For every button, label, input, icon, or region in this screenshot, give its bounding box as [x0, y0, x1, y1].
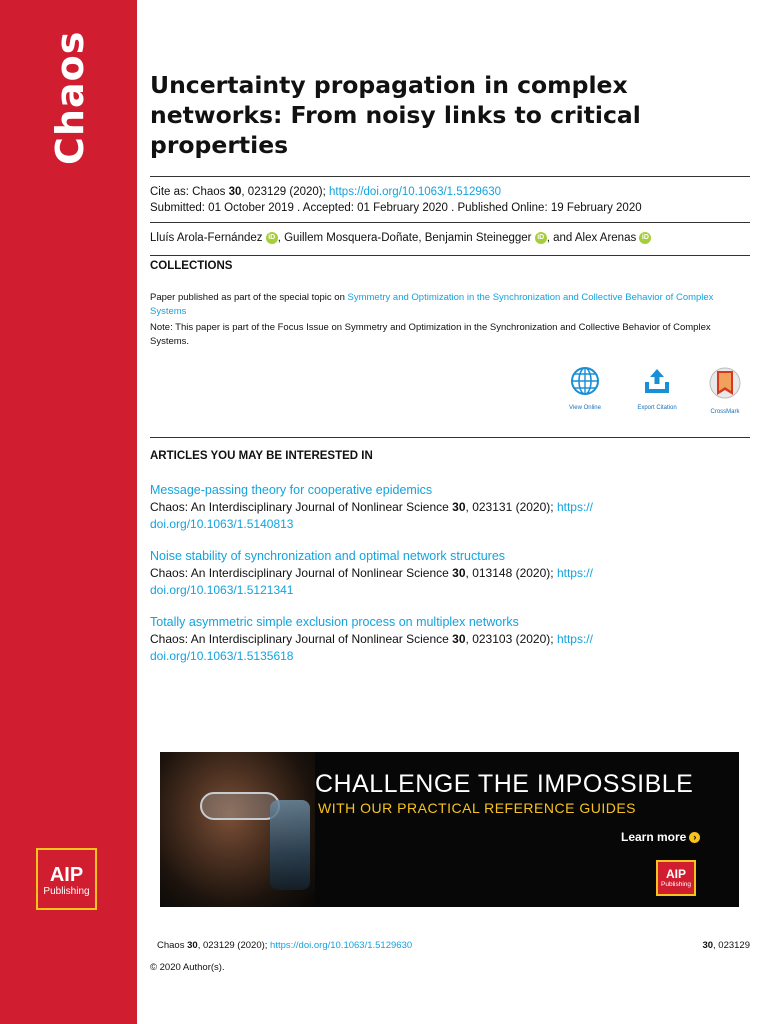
footer-doi-link[interactable]: https://doi.org/10.1063/1.5129630	[270, 940, 413, 951]
collections-heading: COLLECTIONS	[150, 260, 233, 272]
footer-citation: Chaos 30, 023129 (2020); https://doi.org/10.1063/1.5129630	[157, 940, 413, 951]
journal-sidebar	[0, 0, 137, 1024]
citation-line: Cite as: Chaos 30, 023129 (2020); https://doi.org/10.1063/1.5129630	[150, 186, 502, 198]
orcid-icon[interactable]: iD	[639, 232, 651, 244]
advertisement-banner[interactable]	[160, 752, 739, 907]
flask-image	[270, 800, 310, 890]
divider	[150, 176, 750, 177]
author-name[interactable]: Lluís Arola-Fernández	[150, 232, 263, 244]
orcid-icon[interactable]: iD	[535, 232, 547, 244]
related-doi-link[interactable]: doi.org/10.1063/1.5135618	[150, 649, 294, 663]
special-topic-link[interactable]: Symmetry and Optimization in the Synchronization and Collective Behavior of Complex Systems	[150, 292, 714, 317]
globe-icon	[570, 366, 600, 396]
related-article: Noise stability of synchronization and optimal network structures Chaos: An Interdisciplinary Journal of Nonlinear Science 30, 013148 (2020); https:// doi.org/10.1063/1.5121341	[150, 548, 750, 599]
ad-logo-subtext: Publishing	[661, 881, 691, 888]
related-doi-link[interactable]: doi.org/10.1063/1.5121341	[150, 583, 294, 597]
copyright-notice: © 2020 Author(s).	[150, 962, 225, 973]
related-article-title[interactable]: Noise stability of synchronization and optimal network structures	[150, 549, 506, 563]
crossmark-button[interactable]	[700, 366, 750, 415]
divider	[150, 255, 750, 256]
export-citation-label: Export Citation	[637, 405, 677, 411]
related-doi-link[interactable]: doi.org/10.1063/1.5140813	[150, 517, 294, 531]
logo-subtext: Publishing	[38, 886, 95, 898]
footer-page-ref: 30, 023129	[702, 940, 750, 951]
related-article: Message-passing theory for cooperative epidemics Chaos: An Interdisciplinary Journal of Nonlinear Science 30, 023131 (2020); https:// doi.org/10.1063/1.5140813	[150, 482, 750, 533]
journal-name: Chaos	[48, 30, 92, 165]
author-names[interactable]: , Guillem Mosquera-Doñate, Benjamin Steinegger	[277, 232, 532, 244]
author-name[interactable]: , and Alex Arenas	[546, 232, 637, 244]
safety-goggles	[200, 792, 280, 820]
related-article: Totally asymmetric simple exclusion process on multiplex networks Chaos: An Interdisciplinary Journal of Nonlinear Science 30, 023103 (2020); https:// doi.org/10.1063/1.5135618	[150, 614, 750, 665]
related-doi-link[interactable]: https://	[556, 500, 593, 514]
related-doi-link[interactable]: https://	[556, 632, 593, 646]
article-title: Uncertainty propagation in complex networks: From noisy links to critical properties	[150, 71, 641, 159]
view-online-button[interactable]	[560, 366, 610, 411]
export-icon	[642, 366, 672, 396]
arrow-right-icon: ›	[689, 832, 700, 843]
aip-publishing-logo[interactable]	[36, 848, 97, 910]
learn-more-label: Learn more	[621, 830, 687, 844]
related-article-title[interactable]: Totally asymmetric simple exclusion process on multiplex networks	[150, 615, 519, 629]
authors-line	[150, 230, 651, 246]
learn-more-button[interactable]	[621, 830, 700, 844]
ad-aip-logo	[656, 860, 696, 896]
special-topic-text: Paper published as part of the special topic on Symmetry and Optimization in the Synchronization and Collective Behavior of Complex Systems	[150, 292, 714, 317]
dates-line: Submitted: 01 October 2019 . Accepted: 01 February 2020 . Published Online: 19 February 2020	[150, 202, 642, 214]
doi-link[interactable]: https://doi.org/10.1063/1.5129630	[329, 186, 502, 198]
related-article-title[interactable]: Message-passing theory for cooperative epidemics	[150, 483, 433, 497]
related-articles-heading: ARTICLES YOU MAY BE INTERESTED IN	[150, 450, 373, 462]
divider	[150, 222, 750, 223]
ad-logo-text: AIP	[665, 867, 686, 881]
divider	[150, 437, 750, 438]
focus-issue-note: Note: This paper is part of the Focus Issue on Symmetry and Optimization in the Synchronization and Collective Behavior of Complex Systems.	[150, 322, 711, 347]
crossmark-label: CrossMark	[710, 409, 740, 415]
ad-headline: CHALLENGE THE IMPOSSIBLE	[315, 770, 694, 798]
export-citation-button[interactable]	[632, 366, 682, 411]
orcid-icon[interactable]: iD	[266, 232, 278, 244]
logo-text: AIP	[49, 864, 84, 886]
crossmark-icon	[708, 366, 742, 400]
related-doi-link[interactable]: https://	[556, 566, 593, 580]
article-actions	[560, 366, 760, 418]
ad-subline: WITH OUR PRACTICAL REFERENCE GUIDES	[318, 800, 637, 816]
view-online-label: View Online	[569, 405, 601, 411]
